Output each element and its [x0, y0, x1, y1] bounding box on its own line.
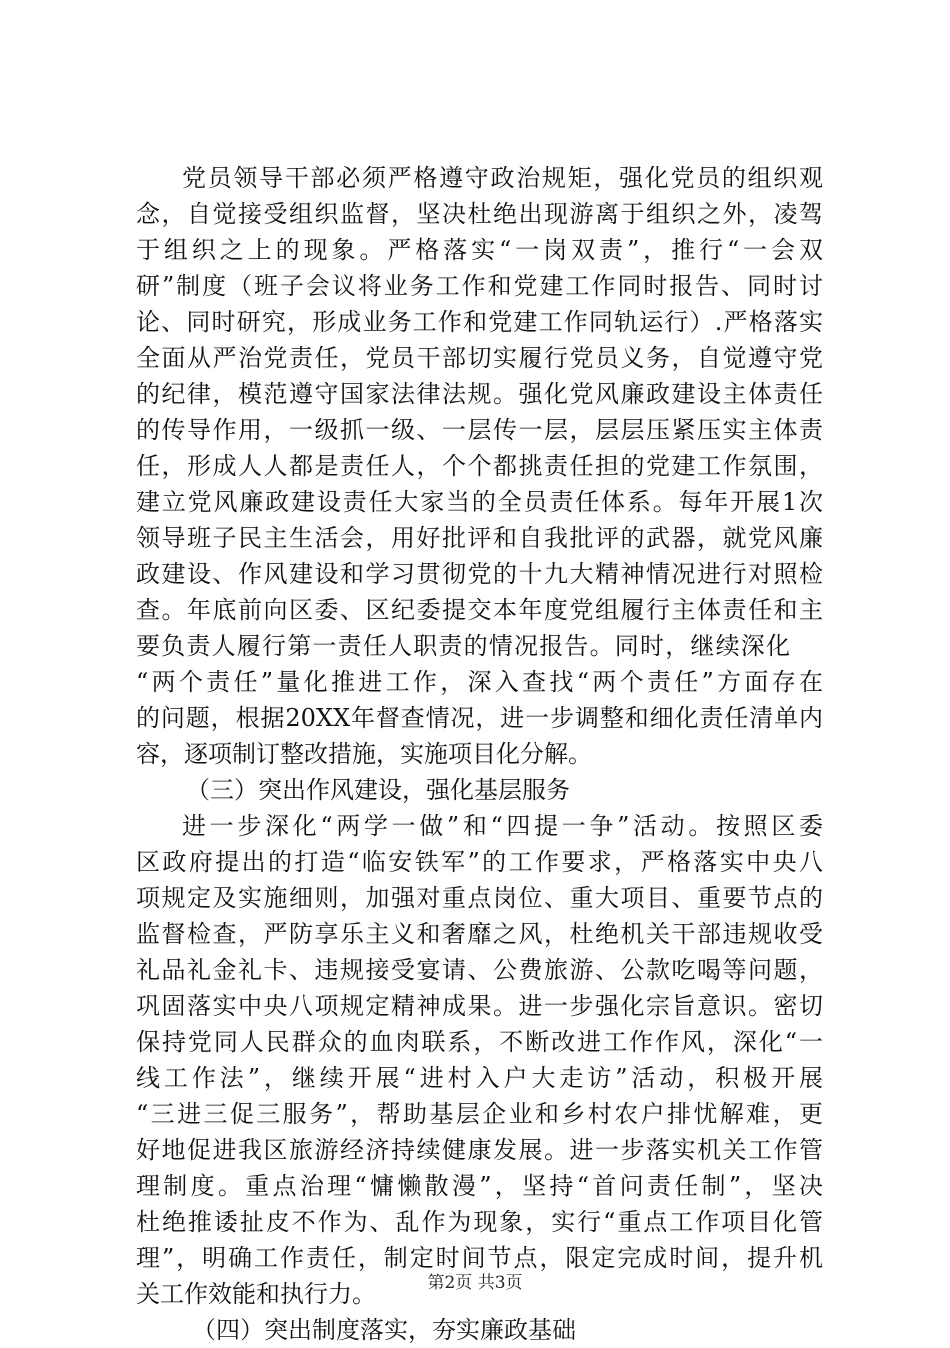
paragraph-line: 项规定及实施细则，加强对重点岗位、重大项目、重要节点的 — [136, 884, 823, 912]
paragraph-line: 巩固落实中央八项规定精神成果。进一步强化宗旨意识。密切 — [136, 992, 823, 1020]
paragraph-line: 理制度。重点治理“慵懒散漫”，坚持“首问责任制”，坚决 — [136, 1172, 823, 1200]
section-heading: （三）突出作风建设，强化基层服务 — [186, 776, 570, 804]
paragraph-line: 理”，明确工作责任，制定时间节点，限定完成时间，提升机 — [136, 1244, 823, 1272]
paragraph-line: 的传导作用，一级抓一级、一层传一层，层层压紧压实主体责 — [136, 416, 823, 444]
paragraph-line: 任，形成人人都是责任人，个个都挑责任担的党建工作氛围， — [136, 452, 823, 480]
paragraph-line: 建立党风廉政建设责任大家当的全员责任体系。每年开展1次 — [136, 488, 823, 516]
paragraph-line: 礼品礼金礼卡、违规接受宴请、公费旅游、公款吃喝等问题， — [136, 956, 823, 984]
paragraph-line: 容，逐项制订整改措施，实施项目化分解。 — [136, 740, 592, 768]
paragraph-line: 关工作效能和执行力。 — [136, 1280, 376, 1308]
paragraph-line: 区政府提出的打造“临安铁军”的工作要求，严格落实中央八 — [136, 848, 823, 876]
paragraph-line: 的问题，根据20XX年督查情况，进一步调整和细化责任清单内 — [136, 704, 823, 732]
page-footer: 第2页 共3页 — [427, 1273, 523, 1293]
paragraph-line: “三进三促三服务”，帮助基层企业和乡村农户排忧解难，更 — [136, 1100, 823, 1128]
paragraph-line: 领导班子民主生活会，用好批评和自我批评的武器，就党风廉 — [136, 524, 823, 552]
paragraph-line: 全面从严治党责任，党员干部切实履行党员义务，自觉遵守党 — [136, 344, 823, 372]
paragraph-line: 政建设、作风建设和学习贯彻党的十九大精神情况进行对照检 — [136, 560, 823, 588]
paragraph-line: “两个责任”量化推进工作，深入查找“两个责任”方面存在 — [136, 668, 823, 696]
paragraph-line: 党员领导干部必须严格遵守政治规矩，强化党员的组织观 — [182, 164, 823, 192]
paragraph-line: 于组织之上的现象。严格落实“一岗双责”，推行“一会双 — [136, 236, 823, 264]
paragraph-line: 查。年底前向区委、区纪委提交本年度党组履行主体责任和主 — [136, 596, 823, 624]
paragraph-line: 论、同时研究，形成业务工作和党建工作同轨运行）.严格落实 — [136, 308, 823, 336]
paragraph-line: 的纪律，模范遵守国家法律法规。强化党风廉政建设主体责任 — [136, 380, 823, 408]
paragraph-line: 监督检查，严防享乐主义和奢靡之风，杜绝机关干部违规收受 — [136, 920, 823, 948]
paragraph-line: 杜绝推诿扯皮不作为、乱作为现象，实行“重点工作项目化管 — [136, 1208, 823, 1236]
paragraph-line: 研”制度（班子会议将业务工作和党建工作同时报告、同时讨 — [136, 272, 823, 300]
section-heading: （四）突出制度落实，夯实廉政基础 — [192, 1316, 576, 1344]
paragraph-line: 好地促进我区旅游经济持续健康发展。进一步落实机关工作管 — [136, 1136, 823, 1164]
paragraph-line: 保持党同人民群众的血肉联系，不断改进工作作风，深化“一 — [136, 1028, 823, 1056]
paragraph-line: 线工作法”，继续开展“进村入户大走访”活动，积极开展 — [136, 1064, 823, 1092]
paragraph-line: 进一步深化“两学一做”和“四提一争”活动。按照区委 — [182, 812, 823, 840]
paragraph-line: 念，自觉接受组织监督，坚决杜绝出现游离于组织之外，凌驾 — [136, 200, 823, 228]
paragraph-line: 要负责人履行第一责任人职责的情况报告。同时，继续深化 — [136, 632, 790, 660]
